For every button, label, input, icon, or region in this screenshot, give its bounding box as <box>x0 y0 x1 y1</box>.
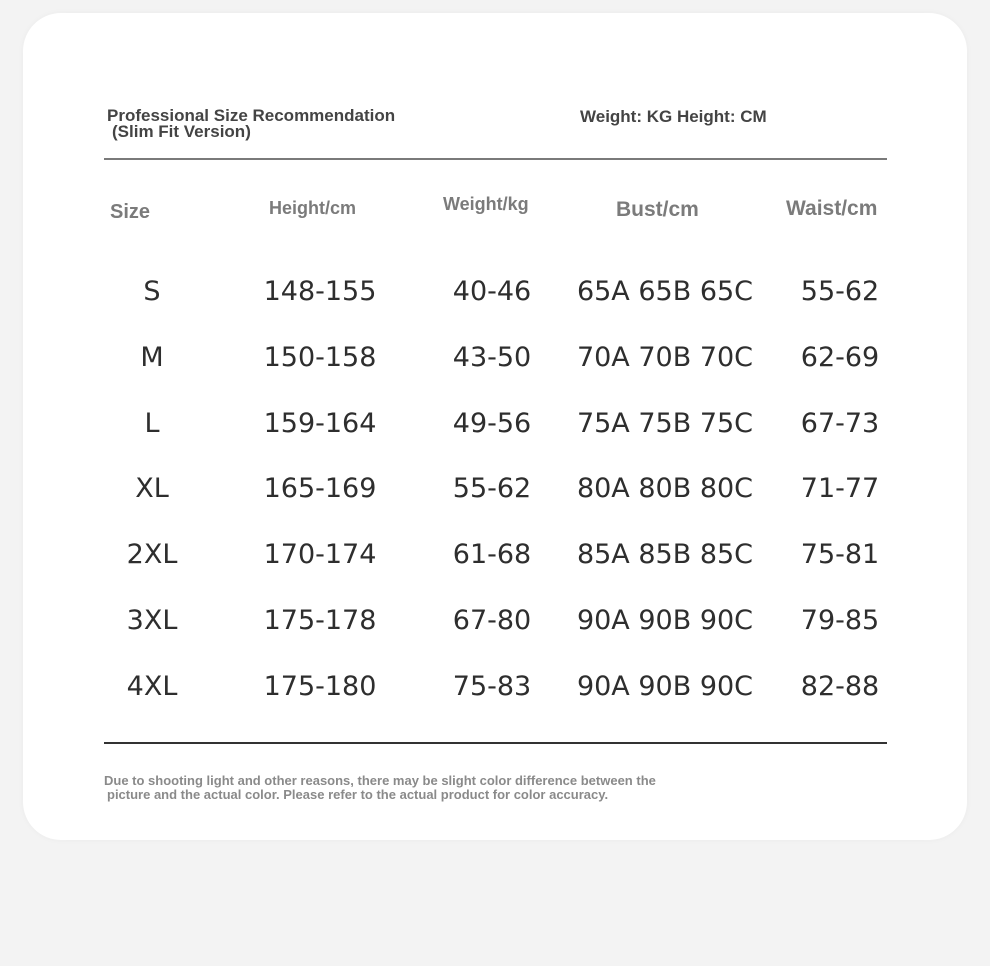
cell-size: 2XL <box>126 539 178 570</box>
cell-weight: 75-83 <box>452 671 532 702</box>
cell-size: M <box>140 342 164 373</box>
cell-size: 4XL <box>126 671 178 702</box>
cell-size: 3XL <box>126 605 178 636</box>
cell-size: S <box>143 276 161 307</box>
cell-height: 148-155 <box>263 276 377 307</box>
column-header-waist: Waist/cm <box>786 197 878 220</box>
cell-bust: 65A 65B 65C <box>576 276 754 307</box>
cell-height: 159-164 <box>263 408 377 439</box>
cell-height: 175-178 <box>263 605 377 636</box>
cell-waist: 71-77 <box>800 473 880 504</box>
column-header-weight: Weight/kg <box>443 194 529 214</box>
column-header-height: Height/cm <box>269 198 357 218</box>
cell-size: L <box>144 408 160 439</box>
cell-height: 175-180 <box>263 671 377 702</box>
cell-weight: 40-46 <box>452 276 532 307</box>
units-note: Weight: KG Height: CM <box>580 107 767 126</box>
cell-size: XL <box>135 473 169 504</box>
cell-waist: 55-62 <box>800 276 880 307</box>
cell-waist: 75-81 <box>800 539 880 570</box>
cell-weight: 55-62 <box>452 473 532 504</box>
cell-weight: 61-68 <box>452 539 532 570</box>
cell-weight: 67-80 <box>452 605 532 636</box>
cell-bust: 80A 80B 80C <box>576 473 754 504</box>
cell-waist: 79-85 <box>800 605 880 636</box>
disclaimer-line1: Due to shooting light and other reasons, there may be slight color difference between the <box>104 773 656 788</box>
cell-bust: 90A 90B 90C <box>576 671 754 702</box>
chart-title <box>107 108 395 140</box>
cell-height: 150-158 <box>263 342 377 373</box>
chart-title-line2: (Slim Fit Version) <box>112 122 251 141</box>
cell-waist: 62-69 <box>800 342 880 373</box>
color-disclaimer <box>104 774 656 802</box>
column-header-size: Size <box>110 201 151 223</box>
cell-height: 165-169 <box>263 473 377 504</box>
cell-weight: 43-50 <box>452 342 532 373</box>
cell-bust: 85A 85B 85C <box>576 539 754 570</box>
chart-title-line1: Professional Size Recommendation <box>107 106 396 125</box>
cell-waist: 67-73 <box>800 408 880 439</box>
cell-height: 170-174 <box>263 539 377 570</box>
cell-bust: 90A 90B 90C <box>576 605 754 636</box>
cell-bust: 70A 70B 70C <box>576 342 754 373</box>
cell-bust: 75A 75B 75C <box>576 408 754 439</box>
cell-waist: 82-88 <box>800 671 880 702</box>
cell-weight: 49-56 <box>452 408 532 439</box>
top-divider <box>104 158 887 160</box>
disclaimer-line2: picture and the actual color. Please refer to the actual product for color accuracy. <box>107 787 609 802</box>
bottom-divider <box>104 742 887 744</box>
column-header-bust: Bust/cm <box>616 198 699 221</box>
